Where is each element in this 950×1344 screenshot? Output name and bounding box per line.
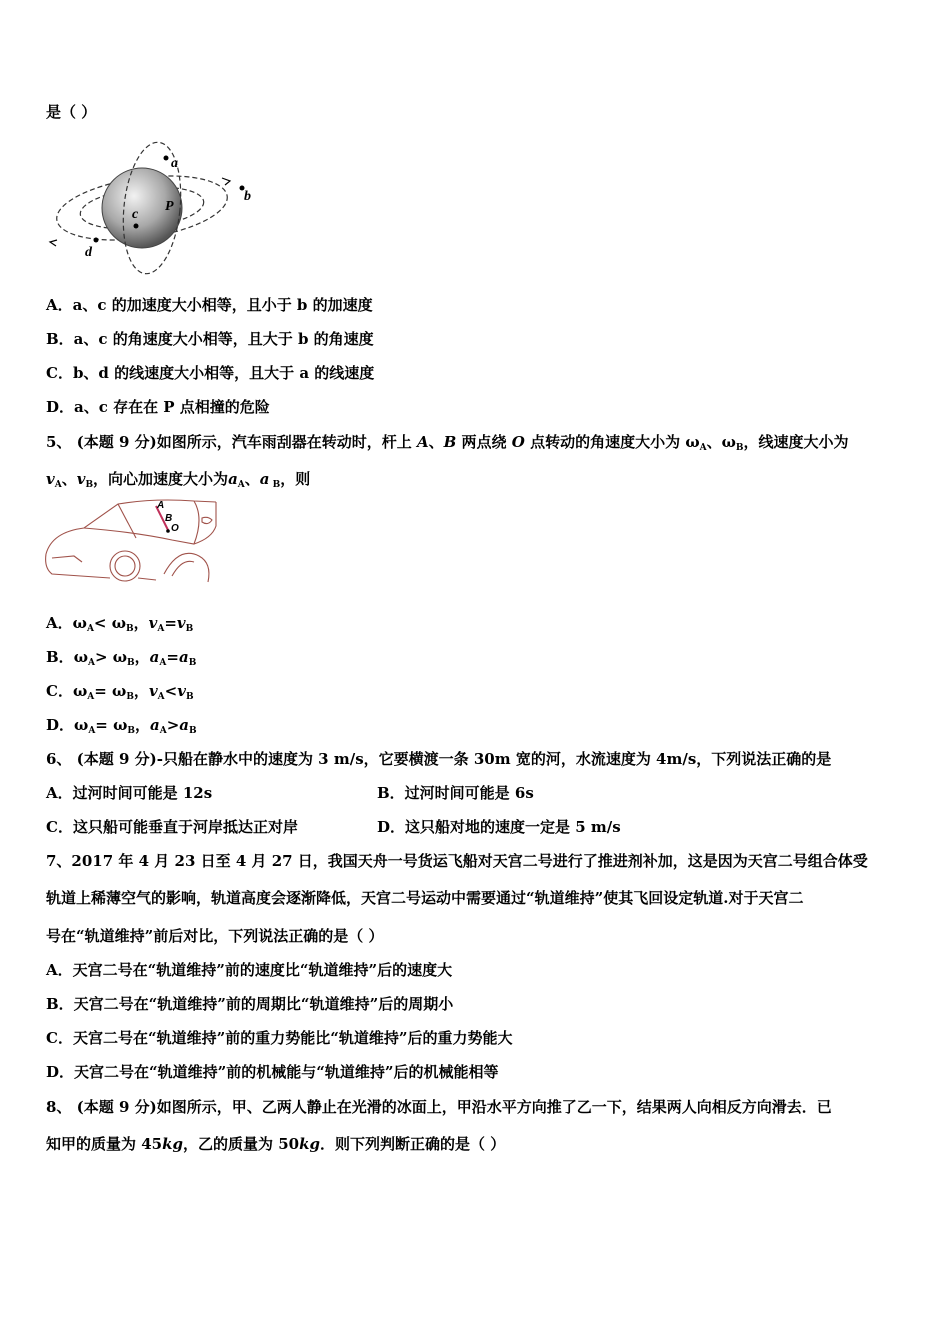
q7-stem-line3: 号在“轨道维持”前后对比，下列说法正确的是（ ） (46, 927, 384, 945)
orbit-label-b: b (244, 189, 251, 204)
q5-option-d: D．$\omega_A= \omega_B$，$a_A>a_B$ (46, 716, 197, 736)
q5-option-a: A．$\omega_A< \omega_B$，$v_A=v_B$ (46, 614, 194, 634)
q4-option-b: B．a、c 的角速度大小相等，且大于 b 的角速度 (46, 330, 374, 348)
wiper-label-a: A (157, 500, 165, 511)
q6-option-a: A．过河时间可能是 12s (46, 784, 213, 802)
q6-option-b: B．过河时间可能是 6s (377, 784, 534, 802)
orbit-label-d: d (85, 245, 92, 260)
car-wiper-figure (44, 498, 219, 586)
wiper-label-o: O (171, 523, 179, 534)
q6-option-c: C．这只船可能垂直于河岸抵达正对岸 (46, 818, 298, 836)
q7-stem-line1: 7、2017 年 4 月 23 日至 4 月 27 日，我国天舟一号货运飞船对天宫二号进行了推进剂补加，这是因为天宫二号组合体受 (46, 852, 868, 870)
orbit-label-p: P (165, 199, 174, 214)
q5-option-b: B．$\omega_A> \omega_B$，$a_A=a_B$ (46, 648, 197, 668)
q7-option-a: A．天宫二号在“轨道维持”前的速度比“轨道维持”后的速度大 (46, 961, 453, 979)
q4-option-c: C．b、d 的线速度大小相等，且大于 a 的线速度 (46, 364, 375, 382)
q8-stem-line1: 8、 (本题 9 分)如图所示，甲、乙两人静止在光滑的冰面上，甲沿水平方向推了乙一下，结果两人向相反方向滑去．已 (46, 1098, 832, 1116)
orbit-label-c: c (132, 207, 139, 222)
q7-stem-line2: 轨道上稀薄空气的影响，轨道高度会逐渐降低，天宫二号运动中需要通过“轨道维持”使其飞回设定轨道.对于天宫二 (46, 889, 804, 907)
q6-stem: 6、 (本题 9 分)-只船在静水中的速度为 3 m/s，它要横渡一条 30m 宽的河，水流速度为 4m/s，下列说法正确的是 (46, 750, 832, 768)
q5-stem-line1: 5、 (本题 9 分)如图所示，汽车雨刮器在转动时，杆上 A、B 两点绕 O 点转动的角速度大小为 $\omega_A$、$\omega_B$，线速度大小为 (46, 433, 849, 453)
orbit-label-a: a (171, 156, 178, 171)
q4-option-d: D．a、c 存在在 P 点相撞的危险 (46, 398, 270, 416)
q5-option-c: C．$\omega_A= \omega_B$，$v_A<v_B$ (46, 682, 194, 702)
q7-option-d: D．天宫二号在“轨道维持”前的机械能与“轨道维持”后的机械能相等 (46, 1063, 499, 1081)
q5-stem-line2: $v_A$、$v_B$，向心加速度大小为$a_A$、a $_B$，则 (46, 470, 311, 490)
q8-stem-line2: 知甲的质量为 45kg，乙的质量为 50kg．则下列判断正确的是（ ） (46, 1135, 506, 1153)
orbit-figure (44, 136, 259, 281)
q4-option-a: A．a、c 的加速度大小相等，且小于 b 的加速度 (46, 296, 373, 314)
wiper-label-b: B (165, 513, 173, 524)
q7-option-b: B．天宫二号在“轨道维持”前的周期比“轨道维持”后的周期小 (46, 995, 454, 1013)
question-intro: 是（ ） (46, 103, 97, 121)
q7-option-c: C．天宫二号在“轨道维持”前的重力势能比“轨道维持”后的重力势能大 (46, 1029, 513, 1047)
q6-option-d: D．这只船对地的速度一定是 5 m/s (377, 818, 621, 836)
